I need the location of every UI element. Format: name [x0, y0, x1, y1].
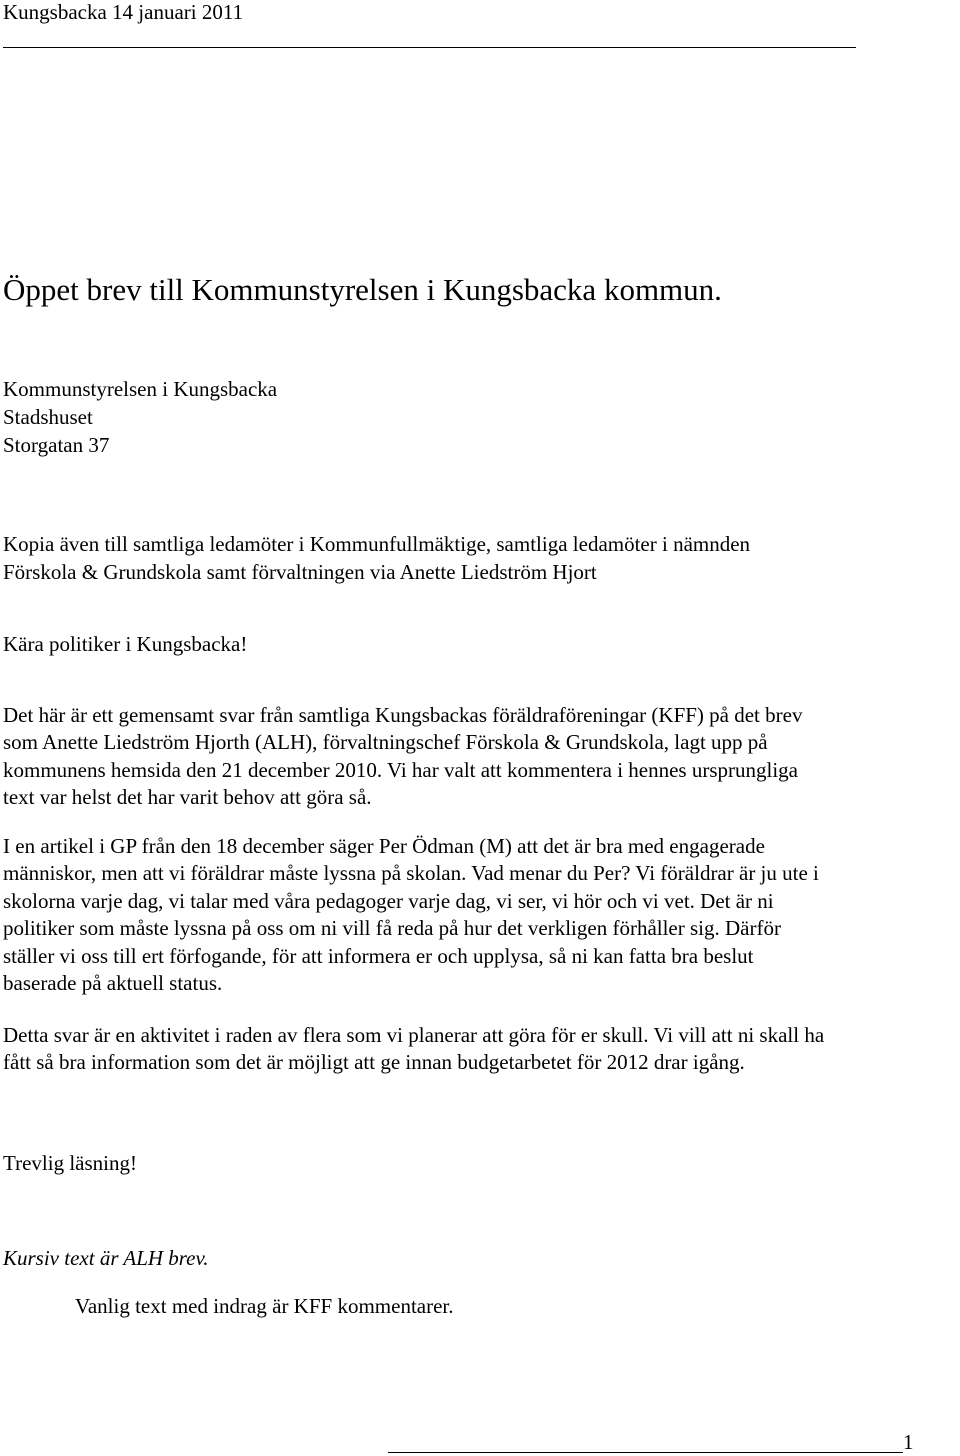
paragraph-line: människor, men att vi föräldrar måste lyssna på skolan. Vad menar du Per? Vi föräldrar är ju ute i: [3, 861, 819, 886]
page-number: 1: [903, 1430, 914, 1454]
paragraph-line: I en artikel i GP från den 18 december säger Per Ödman (M) att det är bra med engagerade: [3, 834, 765, 858]
header-date: Kungsbacka 14 januari 2011: [3, 0, 244, 24]
copy-to-line-1: Kopia även till samtliga ledamöter i Kommunfullmäktige, samtliga ledamöter i nämnden: [3, 532, 751, 556]
greeting: Kära politiker i Kungsbacka!: [3, 632, 248, 656]
recipient-line-2: Stadshuset: [3, 405, 93, 429]
paragraph-line: Detta svar är en aktivitet i raden av flera som vi planerar att göra för er skull. Vi vill att ni skall ha: [3, 1023, 825, 1047]
paragraph-line: ställer vi oss till ert förfogande, för att informera er och upplysa, så ni kan fatta bra beslut: [3, 943, 754, 968]
header-divider: [3, 47, 856, 48]
paragraph-line: fått så bra information som det är möjligt att ge innan budgetarbetet för 2012 drar igång.: [3, 1050, 745, 1075]
paragraph-line: politiker som måste lyssna på oss om ni vill få reda på hur det verkligen förhåller sig. Därför: [3, 916, 781, 941]
recipient-line-1: Kommunstyrelsen i Kungsbacka: [3, 377, 278, 401]
legend-italic-note: Kursiv text är ALH brev.: [3, 1246, 209, 1270]
paragraph-line: skolorna varje dag, vi talar med våra pedagoger varje dag, vi ser, vi hör och vi vet. Det är ni: [3, 888, 774, 913]
paragraph-3: [3, 1022, 960, 1077]
footer-divider: [388, 1452, 903, 1453]
copy-to-line-2: Förskola & Grundskola samt förvaltningen via Anette Liedström Hjort: [3, 560, 597, 584]
paragraph-line: kommunens hemsida den 21 december 2010. Vi har valt att kommentera i hennes ursprungliga: [3, 757, 798, 782]
paragraph-line: Det här är ett gemensamt svar från samtliga Kungsbackas föräldraföreningar (KFF) på det brev: [3, 703, 803, 727]
paragraph-2: [3, 833, 960, 997]
letter-title: Öppet brev till Kommunstyrelsen i Kungsbacka kommun.: [3, 272, 722, 307]
paragraph-line: baserade på aktuell status.: [3, 971, 223, 996]
closing: Trevlig läsning!: [3, 1151, 137, 1175]
legend-indented-note: Vanlig text med indrag är KFF kommentarer.: [75, 1294, 454, 1318]
recipient-line-3: Storgatan 37: [3, 433, 110, 457]
paragraph-line: text var helst det har varit behov att göra så.: [3, 785, 372, 810]
paragraph-1: [3, 702, 960, 812]
paragraph-line: som Anette Liedström Hjorth (ALH), förvaltningschef Förskola & Grundskola, lagt upp på: [3, 730, 768, 755]
